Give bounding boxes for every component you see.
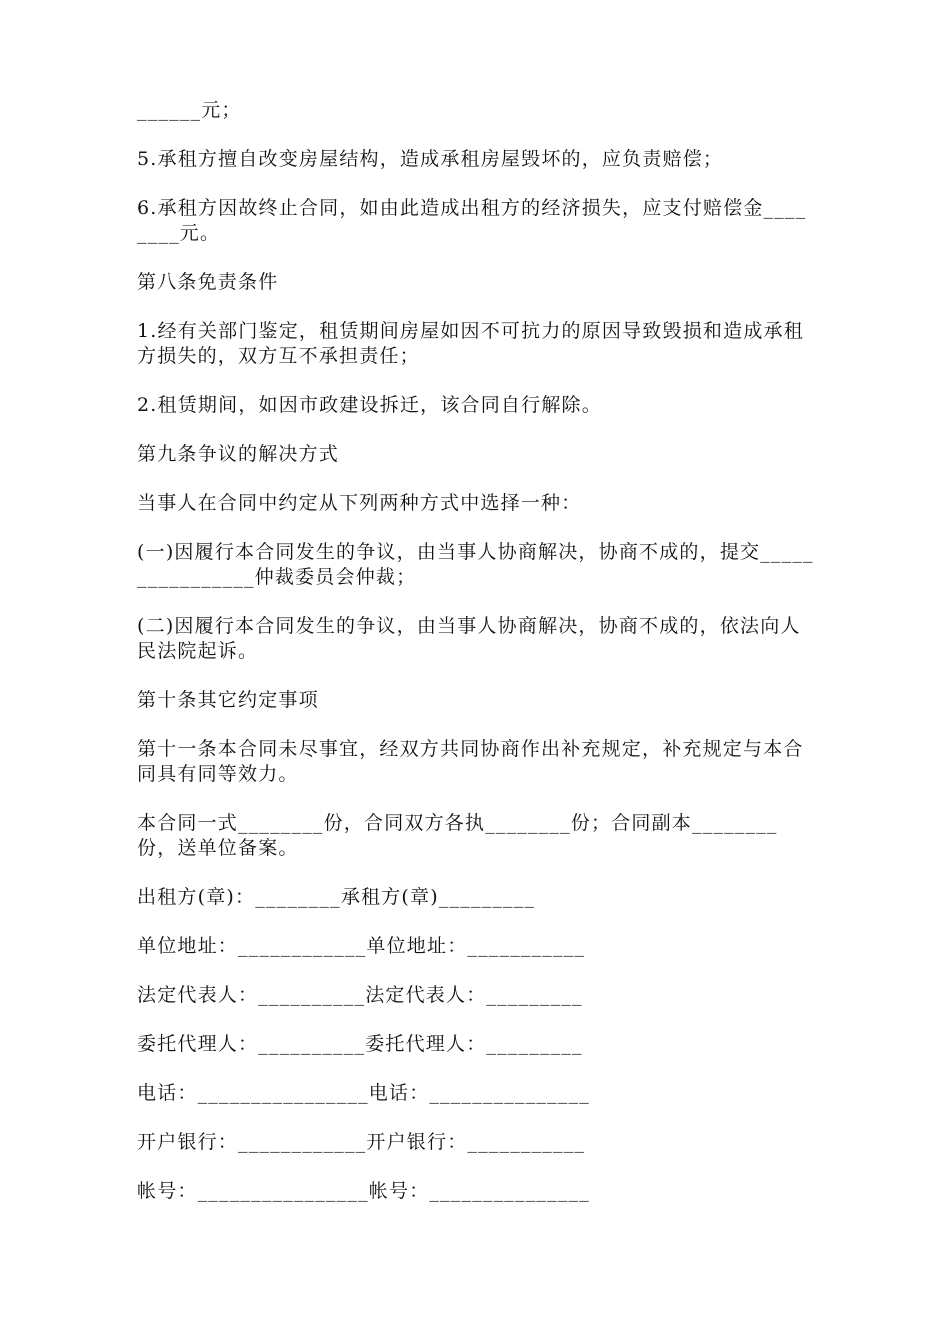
document-body: [137, 98, 815, 1228]
clause-7-item-6: 6.承租方因故终止合同，如由此造成出租方的经济损失，应支付赔偿金________元。: [137, 197, 807, 244]
clause-8-item-2: 2.租赁期间，如因市政建设拆迁，该合同自行解除。: [137, 394, 602, 416]
signature-legal-rep: 法定代表人：__________法定代表人：_________: [137, 984, 583, 1006]
clause-9-option-1: (一)因履行本合同发生的争议，由当事人协商解决，协商不成的，提交________________仲裁委员会仲裁；: [137, 541, 814, 588]
signature-phone: 电话：________________电话：_______________: [137, 1082, 590, 1104]
clause-9-heading: 第九条争议的解决方式: [137, 443, 340, 465]
copies-statement: 本合同一式________份，合同双方各执________份；合同副本________份，送单位备案。: [137, 812, 778, 859]
signature-account: 帐号：________________帐号：_______________: [137, 1180, 590, 1202]
clause-8-item-1: 1.经有关部门鉴定，租赁期间房屋如因不可抗力的原因导致毁损和造成承租方损失的，双方互不承担责任；: [137, 320, 804, 367]
signature-agent: 委托代理人：__________委托代理人：_________: [137, 1033, 583, 1055]
signature-parties: 出租方(章)：________承租方(章)_________: [137, 886, 536, 908]
clause-10-heading: 第十条其它约定事项: [137, 689, 319, 711]
clause-9-intro: 当事人在合同中约定从下列两种方式中选择一种：: [137, 492, 582, 514]
clause-11: 第十一条本合同未尽事宜，经双方共同协商作出补充规定，补充规定与本合同具有同等效力。: [137, 738, 804, 785]
clause-7-item-5: 5.承租方擅自改变房屋结构，造成承租房屋毁坏的，应负责赔偿；: [137, 148, 724, 170]
clause-8-heading: 第八条免责条件: [137, 271, 279, 293]
signature-address: 单位地址：____________单位地址：___________: [137, 935, 586, 957]
penalty-amount-line: ______元；: [137, 99, 242, 121]
signature-bank: 开户银行：____________开户银行：___________: [137, 1131, 586, 1153]
clause-9-option-2: (二)因履行本合同发生的争议，由当事人协商解决，协商不成的，依法向人民法院起诉。: [137, 615, 801, 662]
